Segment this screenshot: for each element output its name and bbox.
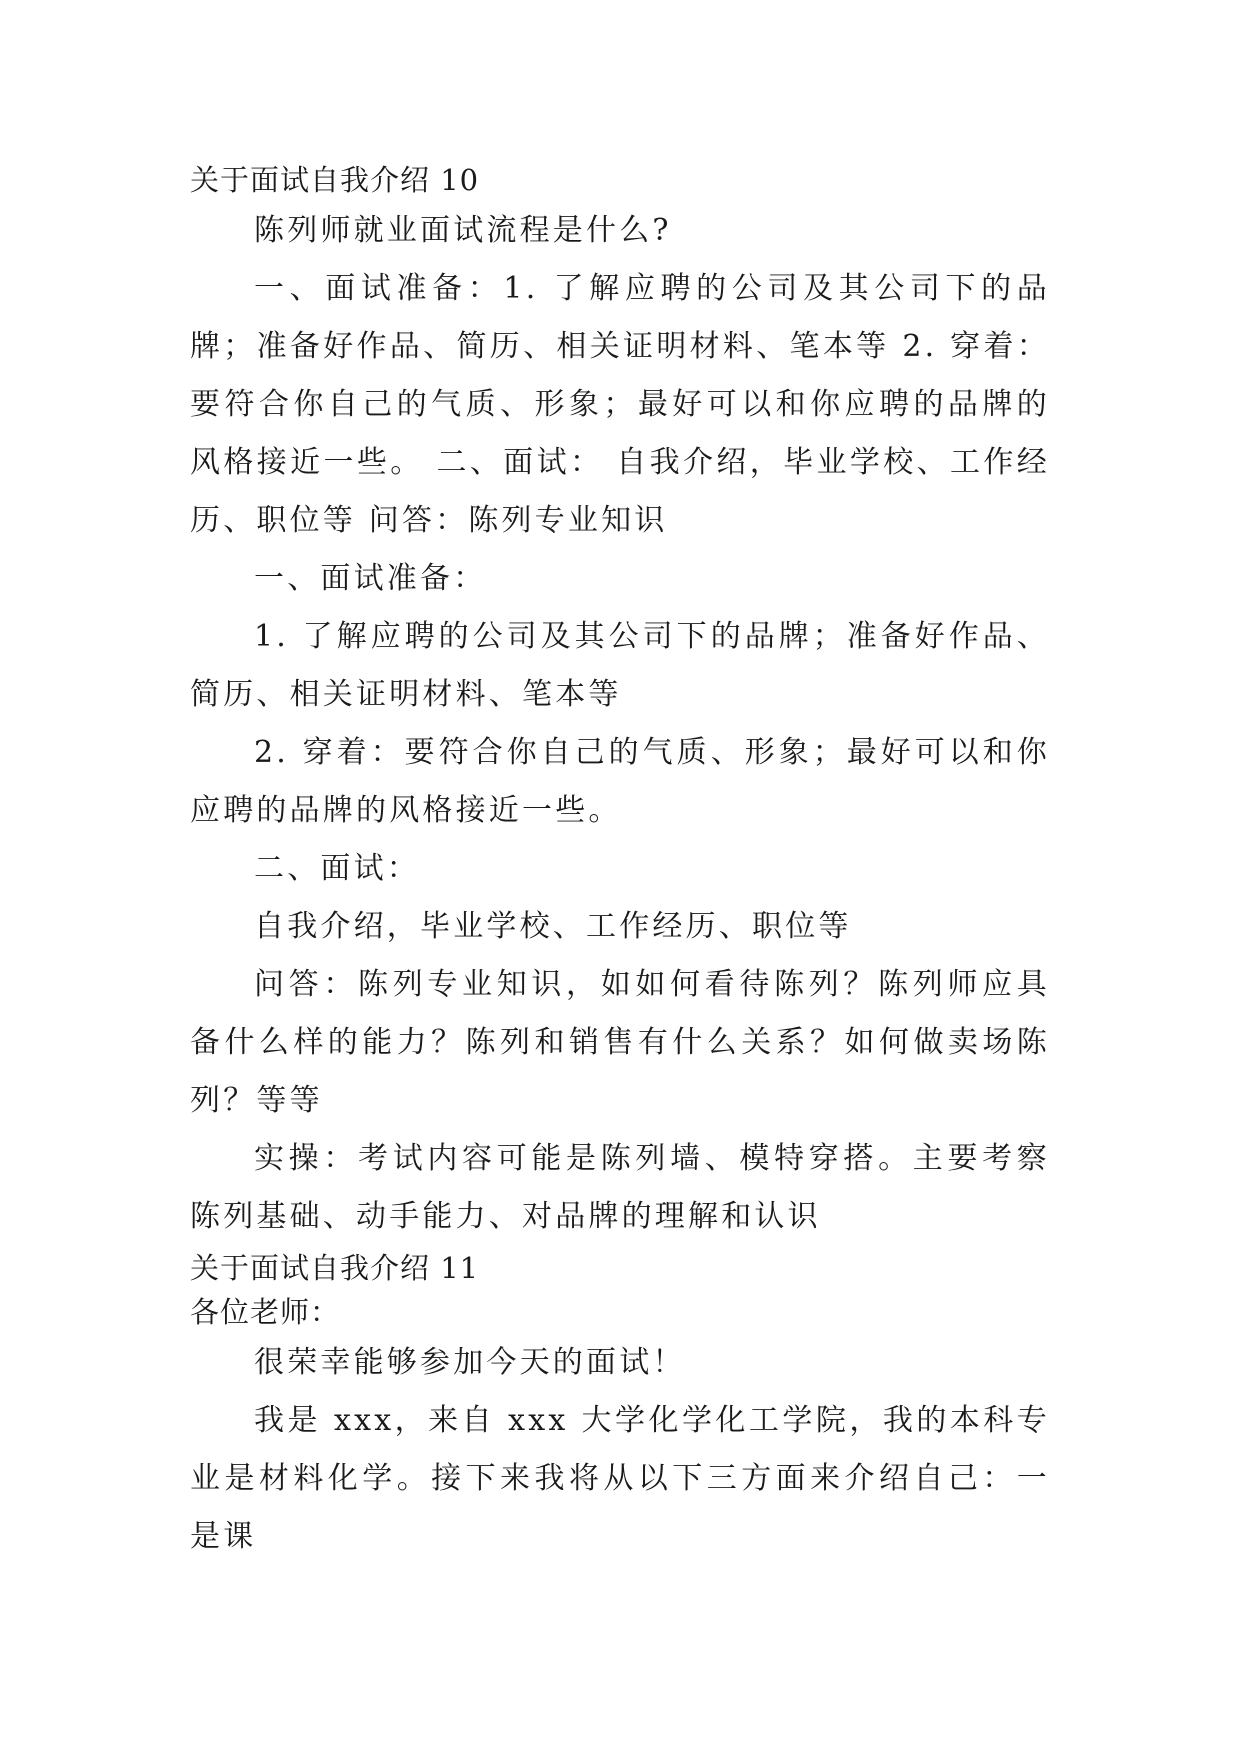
paragraph-qa: 问答：陈列专业知识，如如何看待陈列？陈列师应具备什么样的能力？陈列和销售有什么关系？如何做卖场陈列？等等 — [190, 967, 1050, 1118]
paragraph-introduction: 我是 xxx，来自 xxx 大学化学化工学院，我的本科专业是材料化学。接下来我将从以下三方面来介绍自己：一是课 — [190, 1403, 1050, 1554]
paragraph-prep-title: 一、面试准备： — [254, 561, 487, 596]
paragraph-honored: 很荣幸能够参加今天的面试！ — [254, 1345, 686, 1380]
paragraph-prep-item-2: 2. 穿着：要符合你自己的气质、形象；最好可以和你应聘的品牌的风格接近一些。 — [190, 735, 1050, 828]
paragraph-practice: 实操：考试内容可能是陈列墙、模特穿搭。主要考察陈列基础、动手能力、对品牌的理解和认识 — [190, 1141, 1050, 1234]
paragraph-summary: 一、面试准备：1. 了解应聘的公司及其公司下的品牌；准备好作品、简历、相关证明材料、笔本等 2. 穿着：要符合你自己的气质、形象；最好可以和你应聘的品牌的风格接近一些。 二、面试： 自我介绍，毕业学校、工作经历、职位等 问答：陈列专业知识 — [190, 271, 1050, 538]
salutation: 各位老师： — [190, 1295, 341, 1329]
paragraph-question: 陈列师就业面试流程是什么? — [254, 213, 672, 248]
paragraph-prep-item-1: 1. 了解应聘的公司及其公司下的品牌；准备好作品、简历、相关证明材料、笔本等 — [190, 619, 1050, 712]
paragraph-self-intro: 自我介绍，毕业学校、工作经历、职位等 — [254, 909, 852, 944]
document-body — [190, 158, 1050, 1566]
paragraph-interview-title: 二、面试： — [254, 851, 420, 886]
section-heading-11: 关于面试自我介绍 11 — [190, 1251, 480, 1285]
section-heading-10: 关于面试自我介绍 10 — [190, 163, 480, 197]
